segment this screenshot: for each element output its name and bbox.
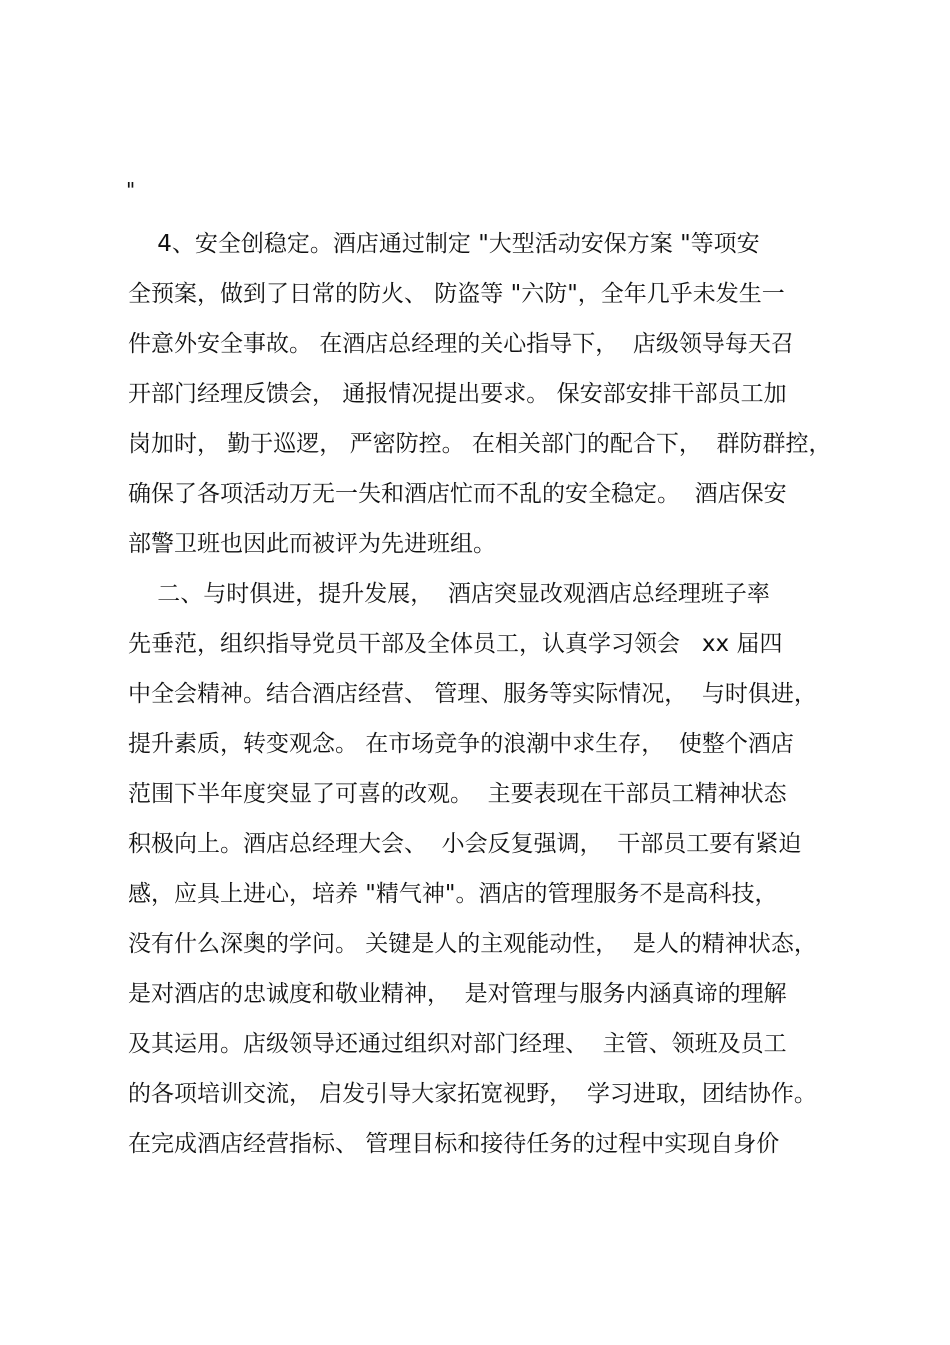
text-line: 感，应具上进心，培养 "精气神"。酒店的管理服务不是高科技， (128, 881, 778, 907)
text-line: 岗加时， 勤于巡逻， 严密防控。 在相关部门的配合下， 群防群控， (128, 431, 832, 457)
text-line: 积极向上。酒店总经理大会、 小会反复强调， 干部员工要有紧迫 (128, 831, 802, 857)
text-line: 范围下半年度突显了可喜的改观。 主要表现在干部员工精神状态 (128, 781, 787, 807)
text-line: 中全会精神。结合酒店经营、 管理、服务等实际情况， 与时俱进， (128, 681, 817, 707)
text-line: 全预案，做到了日常的防火、 防盗等 "六防"，全年几乎未发生一 (128, 281, 785, 307)
text-line: 开部门经理反馈会， 通报情况提出要求。 保安部安排干部员工加 (128, 381, 787, 407)
text-line: 是对酒店的忠诚度和敬业精神， 是对管理与服务内涵真谛的理解 (128, 981, 787, 1007)
text-line: 的各项培训交流， 启发引导大家拓宽视野， 学习进取，团结协作。 (128, 1081, 817, 1107)
text-line: 先垂范，组织指导党员干部及全体员工，认真学习领会 xx 届四 (128, 631, 783, 657)
stray-quote-mark: " (126, 178, 136, 202)
text-line: 部警卫班也因此而被评为先进班组。 (128, 531, 496, 557)
text-line: 件意外安全事故。 在酒店总经理的关心指导下， 店级领导每天召 (128, 331, 794, 357)
text-line: 4、安全创稳定。酒店通过制定 "大型活动安保方案 "等项安 (128, 231, 760, 257)
text-line: 及其运用。店级领导还通过组织对部门经理、 主管、领班及员工 (128, 1031, 787, 1057)
text-line: 在完成酒店经营指标、 管理目标和接待任务的过程中实现自身价 (128, 1131, 780, 1157)
text-line: 二、与时俱进，提升发展， 酒店突显改观酒店总经理班子率 (128, 581, 770, 607)
text-line: 没有什么深奥的学问。 关键是人的主观能动性， 是人的精神状态， (128, 931, 817, 957)
text-line: 提升素质，转变观念。 在市场竞争的浪潮中求生存， 使整个酒店 (128, 731, 794, 757)
text-line: 确保了各项活动万无一失和酒店忙而不乱的安全稳定。 酒店保安 (128, 481, 787, 507)
